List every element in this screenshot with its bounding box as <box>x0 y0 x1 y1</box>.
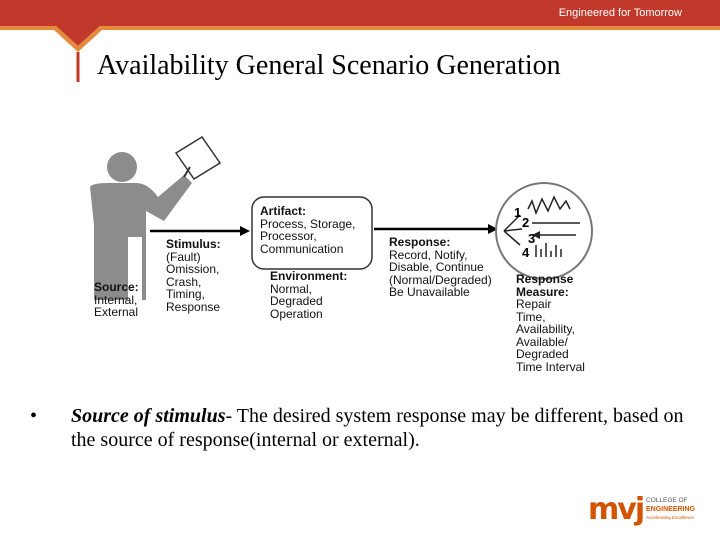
bullet-text <box>71 404 691 452</box>
stimulus-label: Stimulus: (Fault) Omission, Crash, Timing, Response <box>166 237 221 314</box>
clock-number-2: 2 <box>522 215 530 230</box>
logo-line1: COLLEGE OF <box>646 497 688 504</box>
logo-line2: ENGINEERING <box>646 506 696 513</box>
artifact-label: Artifact: Process, Storage, Processor, Communication <box>260 204 356 256</box>
measure-clock-icon <box>496 183 592 279</box>
availability-scenario-diagram <box>80 125 600 375</box>
logo-line3: Accelerating Excellence <box>646 515 694 520</box>
bullet-body: - The desired system response may be different, based on the source of response(internal or external). <box>71 405 684 451</box>
response-label: Response: Record, Notify, Disable, Continue (Normal/Degraded) Be Unavailable <box>389 235 492 299</box>
logo-brand: mvj <box>588 492 644 527</box>
clock-number-4: 4 <box>522 245 530 260</box>
clock-number-3: 3 <box>528 231 536 246</box>
paper-icon <box>176 137 220 179</box>
bullet-term: Source of stimulus <box>71 405 226 427</box>
logo-graphic <box>588 490 708 530</box>
header-tagline: Engineered for Tomorrow <box>558 7 682 19</box>
response-measure-label: Response Measure: Repair Time, Availability, Available/ Degraded Time Interval <box>516 272 585 374</box>
slide-title: Availability General Scenario Generation <box>97 50 561 81</box>
clock-number-1: 1 <box>514 205 522 220</box>
college-logo <box>588 490 708 530</box>
bullet-dot: • <box>30 405 38 427</box>
header-bar <box>0 0 720 40</box>
source-label: Source: Internal, External <box>94 280 139 319</box>
environment-label: Environment: Normal, Degraded Operation <box>270 269 348 321</box>
